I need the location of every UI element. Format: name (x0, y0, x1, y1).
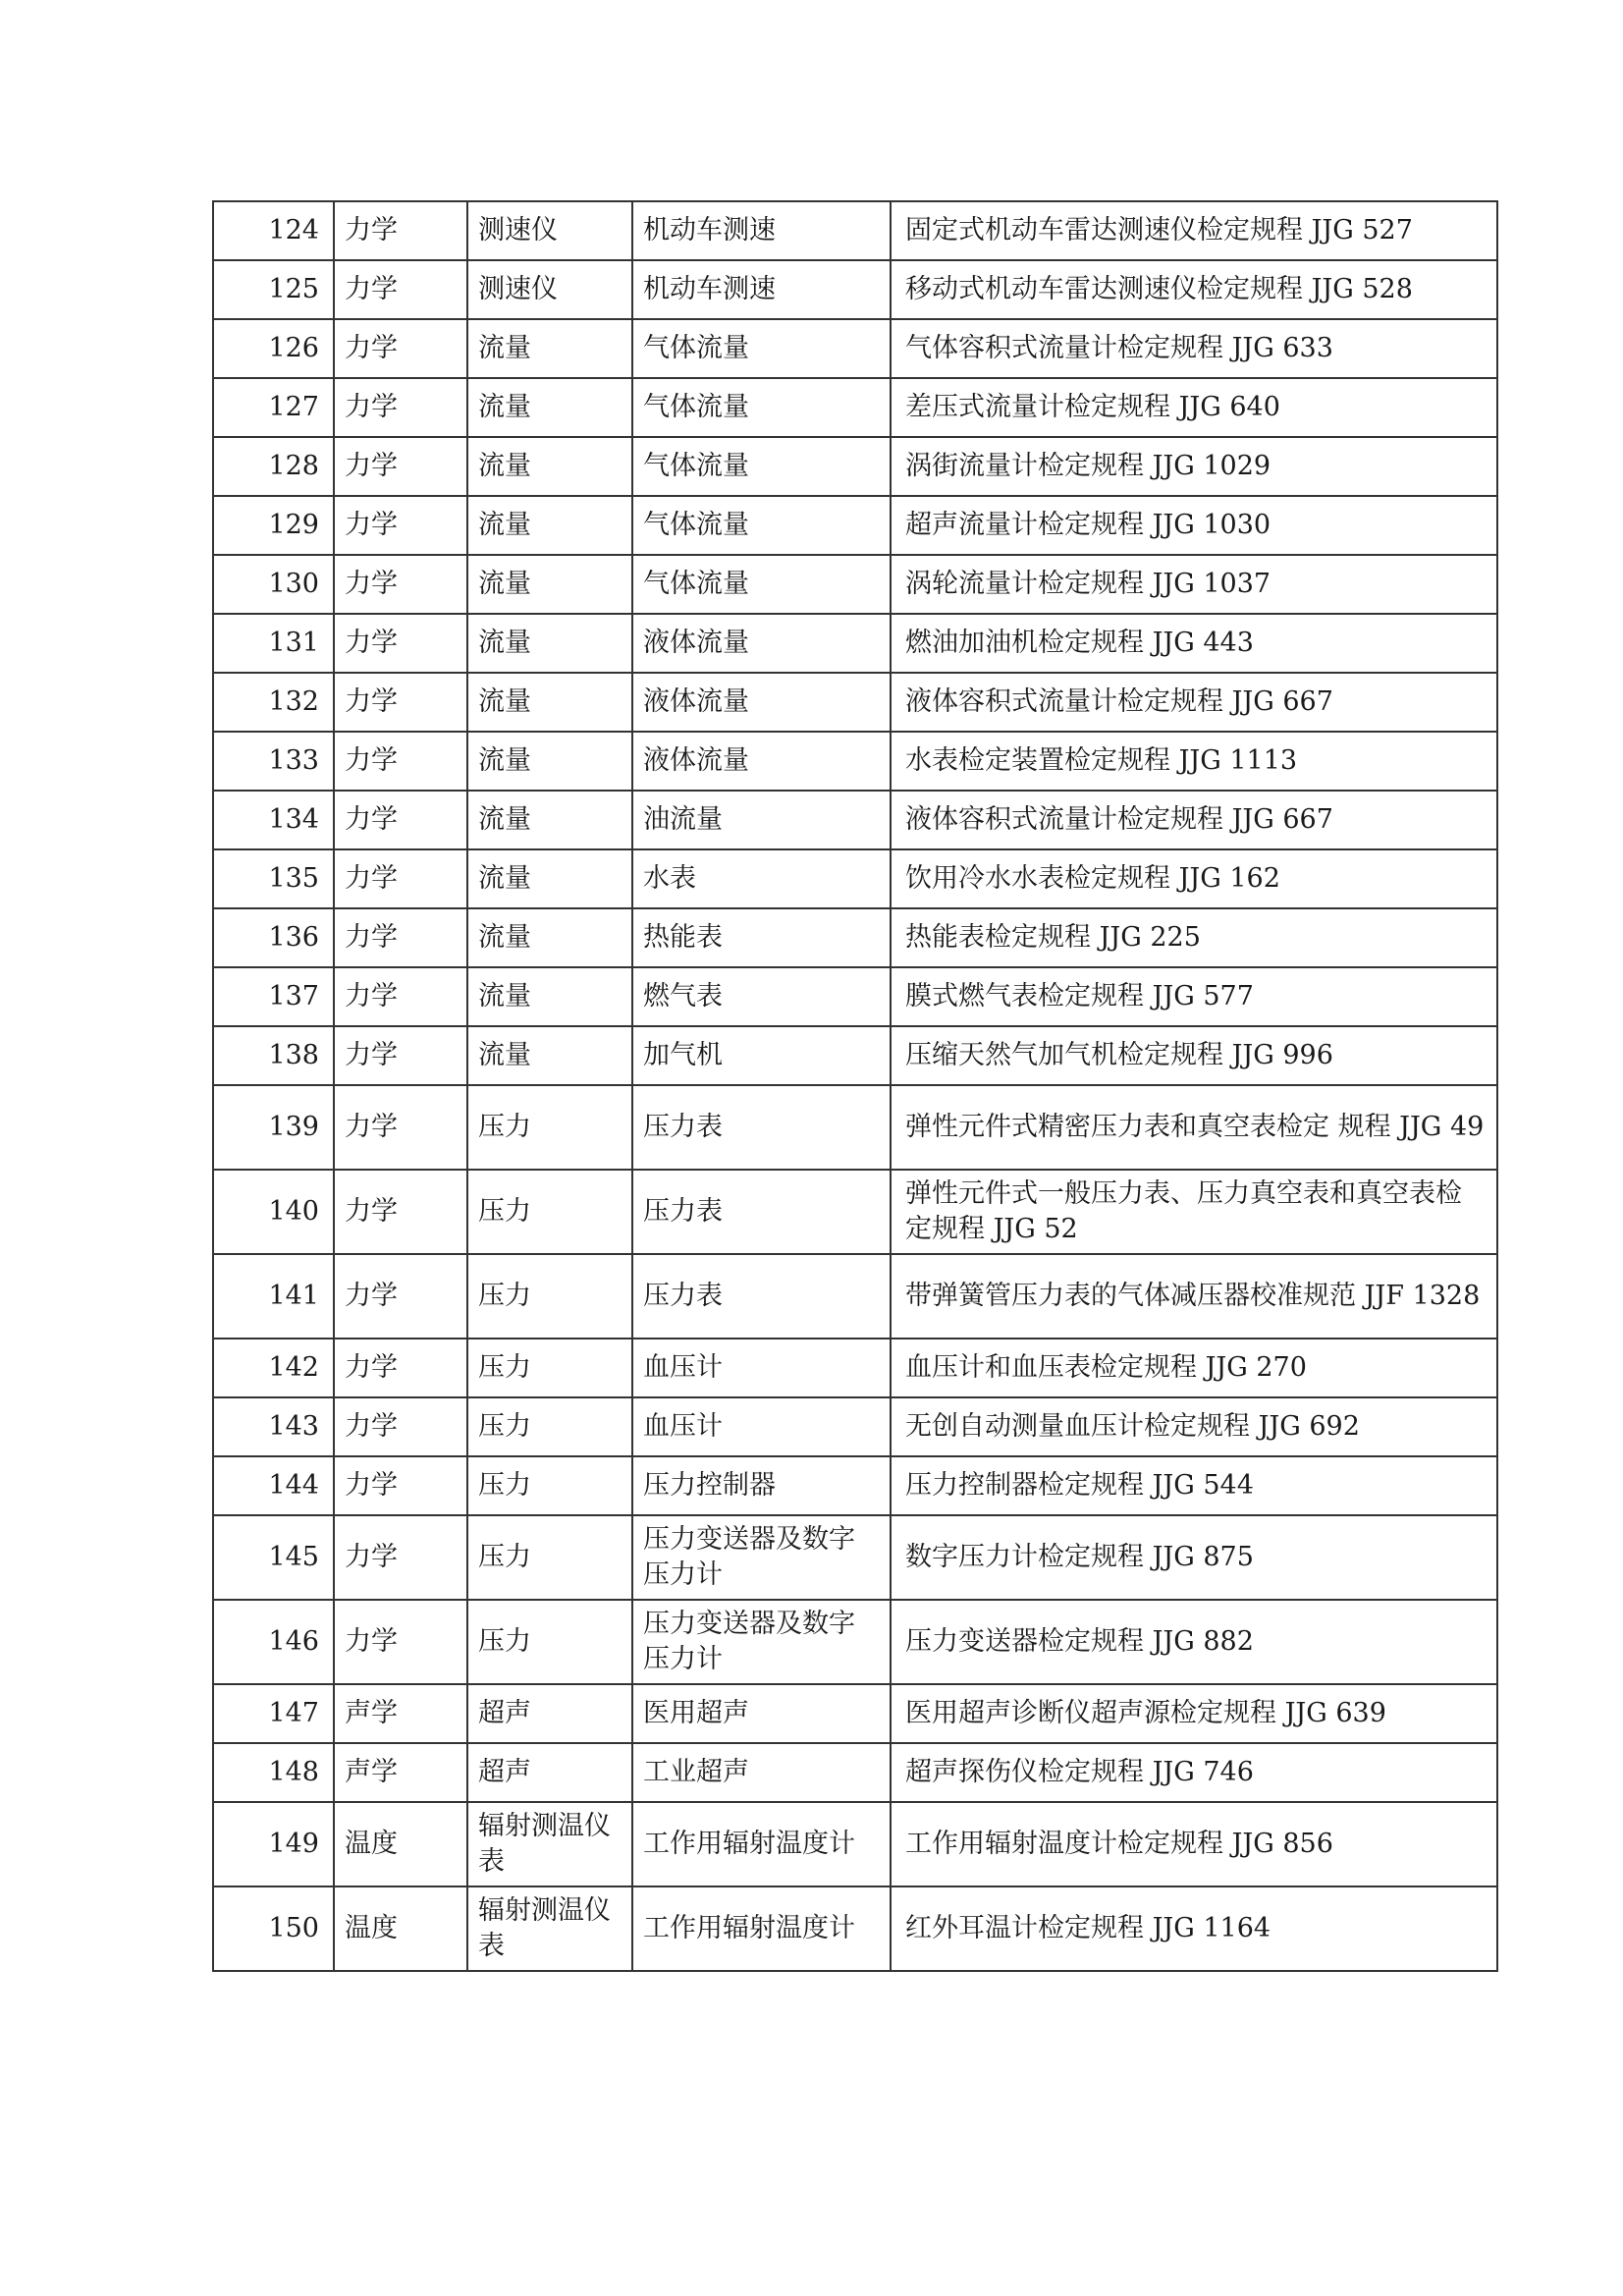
standard-cell: 水表检定装置检定规程 JJG 1113 (891, 732, 1497, 791)
item-cell: 液体流量 (632, 732, 891, 791)
category-cell: 流量 (467, 1026, 632, 1085)
table-row (213, 849, 1497, 908)
standard-cell: 无创自动测量血压计检定规程 JJG 692 (891, 1397, 1497, 1456)
category-cell: 流量 (467, 437, 632, 496)
field-cell: 声学 (334, 1684, 467, 1743)
standard-cell: 超声流量计检定规程 JJG 1030 (891, 496, 1497, 555)
field-cell: 力学 (334, 260, 467, 319)
item-cell: 热能表 (632, 908, 891, 967)
table-row (213, 378, 1497, 437)
standard-cell: 压缩天然气加气机检定规程 JJG 996 (891, 1026, 1497, 1085)
row-number: 135 (213, 849, 334, 908)
category-cell: 流量 (467, 732, 632, 791)
item-cell: 压力表 (632, 1085, 891, 1170)
row-number: 125 (213, 260, 334, 319)
field-cell: 力学 (334, 673, 467, 732)
category-cell: 流量 (467, 967, 632, 1026)
field-cell: 温度 (334, 1802, 467, 1886)
item-cell: 机动车测速 (632, 201, 891, 260)
item-cell: 液体流量 (632, 614, 891, 673)
field-cell: 力学 (334, 437, 467, 496)
item-cell: 燃气表 (632, 967, 891, 1026)
table-row (213, 437, 1497, 496)
item-cell: 压力表 (632, 1170, 891, 1254)
item-cell: 气体流量 (632, 378, 891, 437)
category-cell: 流量 (467, 319, 632, 378)
table-row (213, 732, 1497, 791)
field-cell: 力学 (334, 732, 467, 791)
table-row (213, 1743, 1497, 1802)
table-row (213, 1684, 1497, 1743)
field-cell: 力学 (334, 1170, 467, 1254)
category-cell: 压力 (467, 1339, 632, 1397)
row-number: 149 (213, 1802, 334, 1886)
standard-cell: 工作用辐射温度计检定规程 JJG 856 (891, 1802, 1497, 1886)
category-cell: 压力 (467, 1515, 632, 1600)
field-cell: 力学 (334, 1339, 467, 1397)
category-cell: 流量 (467, 378, 632, 437)
row-number: 128 (213, 437, 334, 496)
standard-cell: 膜式燃气表检定规程 JJG 577 (891, 967, 1497, 1026)
item-cell: 液体流量 (632, 673, 891, 732)
category-cell: 流量 (467, 849, 632, 908)
field-cell: 力学 (334, 201, 467, 260)
category-cell: 流量 (467, 496, 632, 555)
field-cell: 力学 (334, 1456, 467, 1515)
category-cell: 辐射测温仪表 (467, 1802, 632, 1886)
field-cell: 力学 (334, 908, 467, 967)
standards-table (212, 200, 1498, 1972)
category-cell: 测速仪 (467, 201, 632, 260)
field-cell: 力学 (334, 967, 467, 1026)
row-number: 146 (213, 1600, 334, 1684)
standard-cell: 燃油加油机检定规程 JJG 443 (891, 614, 1497, 673)
table-body (213, 201, 1497, 1971)
standard-cell: 涡轮流量计检定规程 JJG 1037 (891, 555, 1497, 614)
item-cell: 血压计 (632, 1339, 891, 1397)
category-cell: 流量 (467, 614, 632, 673)
item-cell: 工业超声 (632, 1743, 891, 1802)
table-row (213, 260, 1497, 319)
row-number: 132 (213, 673, 334, 732)
standard-cell: 液体容积式流量计检定规程 JJG 667 (891, 673, 1497, 732)
category-cell: 流量 (467, 555, 632, 614)
row-number: 130 (213, 555, 334, 614)
table-row (213, 1170, 1497, 1254)
table-row (213, 1515, 1497, 1600)
standard-cell: 固定式机动车雷达测速仪检定规程 JJG 527 (891, 201, 1497, 260)
field-cell: 力学 (334, 791, 467, 849)
table-row (213, 908, 1497, 967)
table-row (213, 1886, 1497, 1971)
table-row (213, 1456, 1497, 1515)
table-row (213, 1085, 1497, 1170)
item-cell: 工作用辐射温度计 (632, 1802, 891, 1886)
table-row (213, 555, 1497, 614)
table-row (213, 1026, 1497, 1085)
category-cell: 压力 (467, 1085, 632, 1170)
standard-cell: 压力控制器检定规程 JJG 544 (891, 1456, 1497, 1515)
field-cell: 力学 (334, 849, 467, 908)
row-number: 141 (213, 1254, 334, 1339)
field-cell: 力学 (334, 1254, 467, 1339)
field-cell: 力学 (334, 555, 467, 614)
item-cell: 工作用辐射温度计 (632, 1886, 891, 1971)
field-cell: 声学 (334, 1743, 467, 1802)
row-number: 148 (213, 1743, 334, 1802)
item-cell: 油流量 (632, 791, 891, 849)
category-cell: 压力 (467, 1456, 632, 1515)
row-number: 126 (213, 319, 334, 378)
row-number: 139 (213, 1085, 334, 1170)
field-cell: 力学 (334, 1085, 467, 1170)
standard-cell: 饮用冷水水表检定规程 JJG 162 (891, 849, 1497, 908)
table-row (213, 614, 1497, 673)
item-cell: 加气机 (632, 1026, 891, 1085)
category-cell: 压力 (467, 1170, 632, 1254)
row-number: 138 (213, 1026, 334, 1085)
row-number: 143 (213, 1397, 334, 1456)
standard-cell: 医用超声诊断仪超声源检定规程 JJG 639 (891, 1684, 1497, 1743)
field-cell: 力学 (334, 614, 467, 673)
category-cell: 测速仪 (467, 260, 632, 319)
table-row (213, 1339, 1497, 1397)
standard-cell: 血压计和血压表检定规程 JJG 270 (891, 1339, 1497, 1397)
table-row (213, 1254, 1497, 1339)
item-cell: 气体流量 (632, 496, 891, 555)
field-cell: 力学 (334, 496, 467, 555)
standard-cell: 弹性元件式精密压力表和真空表检定 规程 JJG 49 (891, 1085, 1497, 1170)
table-row (213, 791, 1497, 849)
standard-cell: 涡街流量计检定规程 JJG 1029 (891, 437, 1497, 496)
item-cell: 压力变送器及数字压力计 (632, 1600, 891, 1684)
row-number: 136 (213, 908, 334, 967)
row-number: 147 (213, 1684, 334, 1743)
row-number: 144 (213, 1456, 334, 1515)
field-cell: 力学 (334, 378, 467, 437)
item-cell: 医用超声 (632, 1684, 891, 1743)
standard-cell: 红外耳温计检定规程 JJG 1164 (891, 1886, 1497, 1971)
field-cell: 力学 (334, 1600, 467, 1684)
field-cell: 力学 (334, 1397, 467, 1456)
category-cell: 流量 (467, 673, 632, 732)
category-cell: 压力 (467, 1600, 632, 1684)
table-row (213, 1802, 1497, 1886)
standard-cell: 液体容积式流量计检定规程 JJG 667 (891, 791, 1497, 849)
row-number: 133 (213, 732, 334, 791)
row-number: 131 (213, 614, 334, 673)
field-cell: 力学 (334, 1026, 467, 1085)
item-cell: 气体流量 (632, 555, 891, 614)
item-cell: 气体流量 (632, 319, 891, 378)
table-row (213, 201, 1497, 260)
standard-cell: 压力变送器检定规程 JJG 882 (891, 1600, 1497, 1684)
standard-cell: 弹性元件式一般压力表、压力真空表和真空表检定规程 JJG 52 (891, 1170, 1497, 1254)
row-number: 127 (213, 378, 334, 437)
row-number: 150 (213, 1886, 334, 1971)
item-cell: 气体流量 (632, 437, 891, 496)
field-cell: 温度 (334, 1886, 467, 1971)
row-number: 145 (213, 1515, 334, 1600)
standard-cell: 移动式机动车雷达测速仪检定规程 JJG 528 (891, 260, 1497, 319)
item-cell: 机动车测速 (632, 260, 891, 319)
row-number: 129 (213, 496, 334, 555)
standard-cell: 带弹簧管压力表的气体减压器校准规范 JJF 1328 (891, 1254, 1497, 1339)
category-cell: 压力 (467, 1254, 632, 1339)
category-cell: 压力 (467, 1397, 632, 1456)
row-number: 124 (213, 201, 334, 260)
item-cell: 压力变送器及数字压力计 (632, 1515, 891, 1600)
table-row (213, 967, 1497, 1026)
table-row (213, 1397, 1497, 1456)
standard-cell: 气体容积式流量计检定规程 JJG 633 (891, 319, 1497, 378)
item-cell: 血压计 (632, 1397, 891, 1456)
table-row (213, 1600, 1497, 1684)
standard-cell: 超声探伤仪检定规程 JJG 746 (891, 1743, 1497, 1802)
category-cell: 流量 (467, 791, 632, 849)
category-cell: 超声 (467, 1684, 632, 1743)
row-number: 134 (213, 791, 334, 849)
field-cell: 力学 (334, 1515, 467, 1600)
row-number: 140 (213, 1170, 334, 1254)
item-cell: 压力表 (632, 1254, 891, 1339)
table-row (213, 496, 1497, 555)
category-cell: 流量 (467, 908, 632, 967)
standard-cell: 差压式流量计检定规程 JJG 640 (891, 378, 1497, 437)
category-cell: 辐射测温仪表 (467, 1886, 632, 1971)
row-number: 137 (213, 967, 334, 1026)
standard-cell: 热能表检定规程 JJG 225 (891, 908, 1497, 967)
field-cell: 力学 (334, 319, 467, 378)
table-row (213, 673, 1497, 732)
item-cell: 水表 (632, 849, 891, 908)
row-number: 142 (213, 1339, 334, 1397)
category-cell: 超声 (467, 1743, 632, 1802)
standard-cell: 数字压力计检定规程 JJG 875 (891, 1515, 1497, 1600)
table-row (213, 319, 1497, 378)
item-cell: 压力控制器 (632, 1456, 891, 1515)
